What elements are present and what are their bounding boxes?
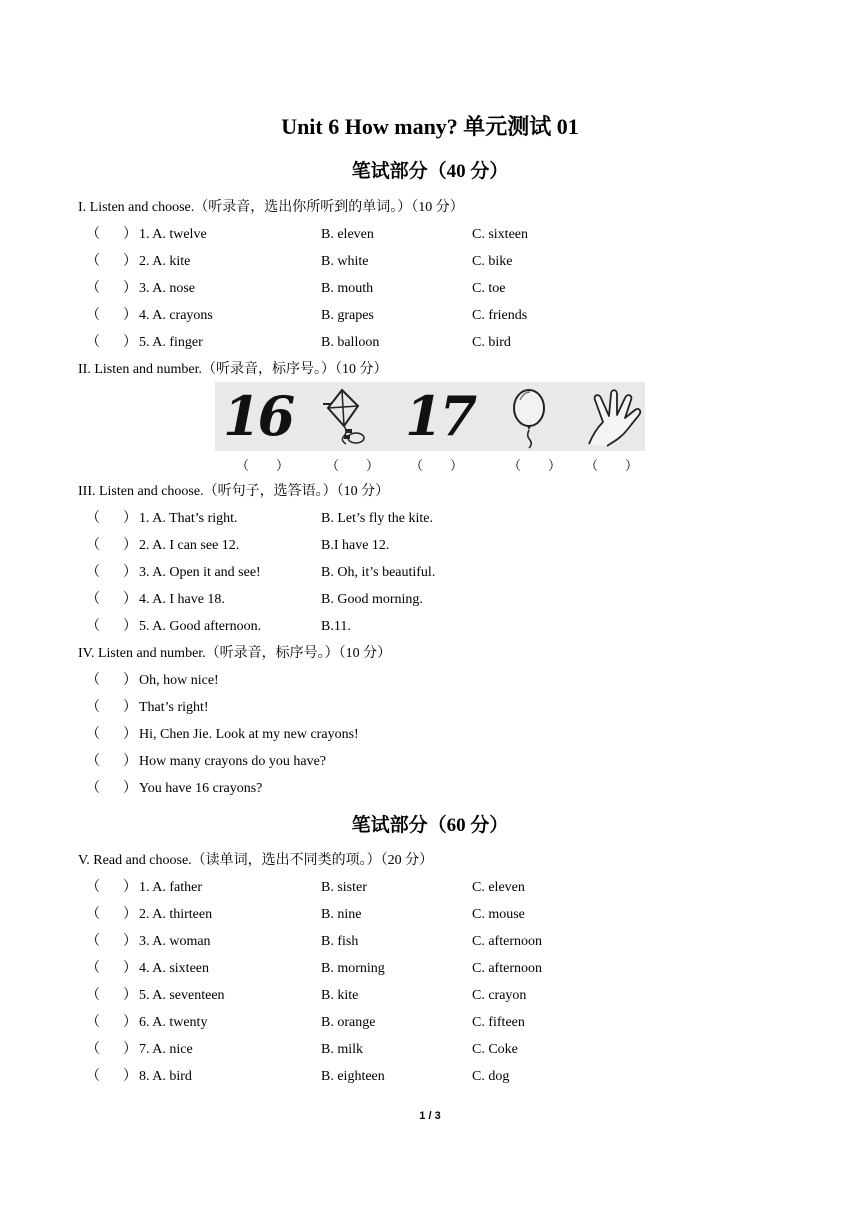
- question-row: （ ） That’s right!: [78, 698, 778, 718]
- option-a: 5. A. Good afternoon.: [139, 619, 262, 634]
- option-b: B. sister: [321, 880, 367, 895]
- option-c: C. dog: [472, 1069, 510, 1084]
- question-row: （ ） 4. A. I have 18. B. Good morning.: [78, 590, 778, 610]
- option-c: C. afternoon: [472, 961, 542, 976]
- page-title: Unit 6 How many? 单元测试 01: [281, 114, 579, 139]
- question-row: （ ） 5. A. finger B. balloon C. bird: [78, 333, 778, 353]
- number-17-label: 17: [405, 384, 475, 448]
- option-a: 3. A. woman: [139, 934, 211, 949]
- option-a: 2. A. kite: [139, 254, 191, 269]
- option-a: 6. A. twenty: [139, 1015, 208, 1030]
- option-b: B. mouth: [321, 281, 374, 296]
- picture-number-16: [223, 382, 293, 451]
- option-a: 3. A. Open it and see!: [139, 565, 261, 580]
- option-c: C. bike: [472, 254, 513, 269]
- section-1-heading: I. Listen and choose.（听录音，选出你所听到的单词。）（10 分）: [78, 200, 464, 215]
- option-c: C. friends: [472, 308, 528, 323]
- question-row: （ ） 5. A. Good afternoon. B.11.: [78, 617, 778, 637]
- option-c: C. sixteen: [472, 227, 528, 242]
- picture-answer-blanks: （ ） （ ） （ ） （ ） （ ）: [236, 458, 639, 473]
- option-a: 1. A. That’s right.: [139, 511, 238, 526]
- option-a: 8. A. bird: [139, 1069, 192, 1084]
- option-b: B. fish: [321, 934, 359, 949]
- option-a: 4. A. sixteen: [139, 961, 209, 976]
- option-c: C. bird: [472, 335, 511, 350]
- option-b: B. eleven: [321, 227, 374, 242]
- question-row: （ ） 2. A. I can see 12. B.I have 12.: [78, 536, 778, 556]
- section-4-heading: IV. Listen and number.（听录音，标序号。）（10 分）: [78, 646, 392, 661]
- question-row: （ ） 3. A. nose B. mouth C. toe: [78, 279, 778, 299]
- page-number: 1 / 3: [419, 1110, 441, 1122]
- question-row: （ ） 5. A. seventeen B. kite C. crayon: [78, 986, 778, 1006]
- section-2-heading: II. Listen and number.（听录音，标序号。）（10 分）: [78, 362, 388, 377]
- question-row: （ ） Hi, Chen Jie. Look at my new crayons!: [78, 725, 778, 745]
- option-c: C. afternoon: [472, 934, 542, 949]
- option-b: B. Good morning.: [321, 592, 423, 607]
- option-b: B. eighteen: [321, 1069, 385, 1084]
- option-a: 4. A. crayons: [139, 308, 213, 323]
- balloon-icon: [507, 382, 551, 451]
- part-title-1: 笔试部分（40 分）: [351, 161, 509, 182]
- option-b: B. kite: [321, 988, 359, 1003]
- question-row: （ ） 2. A. kite B. white C. bike: [78, 252, 778, 272]
- number-16-label: 16: [223, 384, 293, 448]
- option-c: C. fifteen: [472, 1015, 525, 1030]
- option-b: B.11.: [321, 619, 351, 634]
- question-row: （ ） 1. A. twelve B. eleven C. sixteen: [78, 225, 778, 245]
- option-c: C. eleven: [472, 880, 525, 895]
- question-row: （ ） 1. A. That’s right. B. Let’s fly the kite.: [78, 509, 778, 529]
- option-a: 1. A. father: [139, 880, 202, 895]
- question-row: （ ） 1. A. father B. sister C. eleven: [78, 878, 778, 898]
- option-a: 1. A. twelve: [139, 227, 207, 242]
- option-b: B. morning: [321, 961, 385, 976]
- part-title-2: 笔试部分（60 分）: [351, 815, 509, 836]
- option-b: B. grapes: [321, 308, 374, 323]
- hand-icon: [583, 382, 643, 451]
- option-c: C. crayon: [472, 988, 527, 1003]
- option-a: 7. A. nice: [139, 1042, 193, 1057]
- option-c: C. toe: [472, 281, 506, 296]
- option-a: 3. A. nose: [139, 281, 195, 296]
- question-row: （ ） 6. A. twenty B. orange C. fifteen: [78, 1013, 778, 1033]
- question-row: （ ） 3. A. Open it and see! B. Oh, it’s beautiful.: [78, 563, 778, 583]
- option-b: B. white: [321, 254, 369, 269]
- dialogue-line: You have 16 crayons?: [139, 781, 263, 796]
- option-b: B. milk: [321, 1042, 364, 1057]
- option-b: B. Oh, it’s beautiful.: [321, 565, 436, 580]
- dialogue-line: How many crayons do you have?: [139, 754, 327, 769]
- question-row: （ ） 3. A. woman B. fish C. afternoon: [78, 932, 778, 952]
- option-b: B. balloon: [321, 335, 380, 350]
- dialogue-line: Hi, Chen Jie. Look at my new crayons!: [139, 727, 359, 742]
- picture-number-17: [405, 382, 475, 451]
- question-row: （ ） How many crayons do you have?: [78, 752, 778, 772]
- question-row: （ ） 4. A. crayons B. grapes C. friends: [78, 306, 778, 326]
- option-c: C. Coke: [472, 1042, 518, 1057]
- question-row: （ ） 2. A. thirteen B. nine C. mouse: [78, 905, 778, 925]
- option-a: 5. A. seventeen: [139, 988, 225, 1003]
- option-c: C. mouse: [472, 907, 525, 922]
- option-a: 5. A. finger: [139, 335, 203, 350]
- question-row: （ ） 4. A. sixteen B. morning C. afternoon: [78, 959, 778, 979]
- question-row: （ ） Oh, how nice!: [78, 671, 778, 691]
- option-b: B. Let’s fly the kite.: [321, 511, 433, 526]
- picture-strip: [215, 382, 645, 451]
- dialogue-line: That’s right!: [139, 700, 209, 715]
- option-b: B. nine: [321, 907, 362, 922]
- option-b: B.I have 12.: [321, 538, 390, 553]
- question-row: （ ） You have 16 crayons?: [78, 779, 778, 799]
- question-row: （ ） 7. A. nice B. milk C. Coke: [78, 1040, 778, 1060]
- option-a: 2. A. thirteen: [139, 907, 213, 922]
- section-5-heading: V. Read and choose.（读单词，选出不同类的项。）（20 分）: [78, 853, 434, 868]
- dialogue-line: Oh, how nice!: [139, 673, 219, 688]
- kite-icon: [320, 382, 380, 451]
- section-3-heading: III. Listen and choose.（听句子，选答语。）（10 分）: [78, 484, 390, 499]
- option-a: 4. A. I have 18.: [139, 592, 225, 607]
- question-row: （ ） 8. A. bird B. eighteen C. dog: [78, 1067, 778, 1087]
- option-a: 2. A. I can see 12.: [139, 538, 240, 553]
- option-b: B. orange: [321, 1015, 376, 1030]
